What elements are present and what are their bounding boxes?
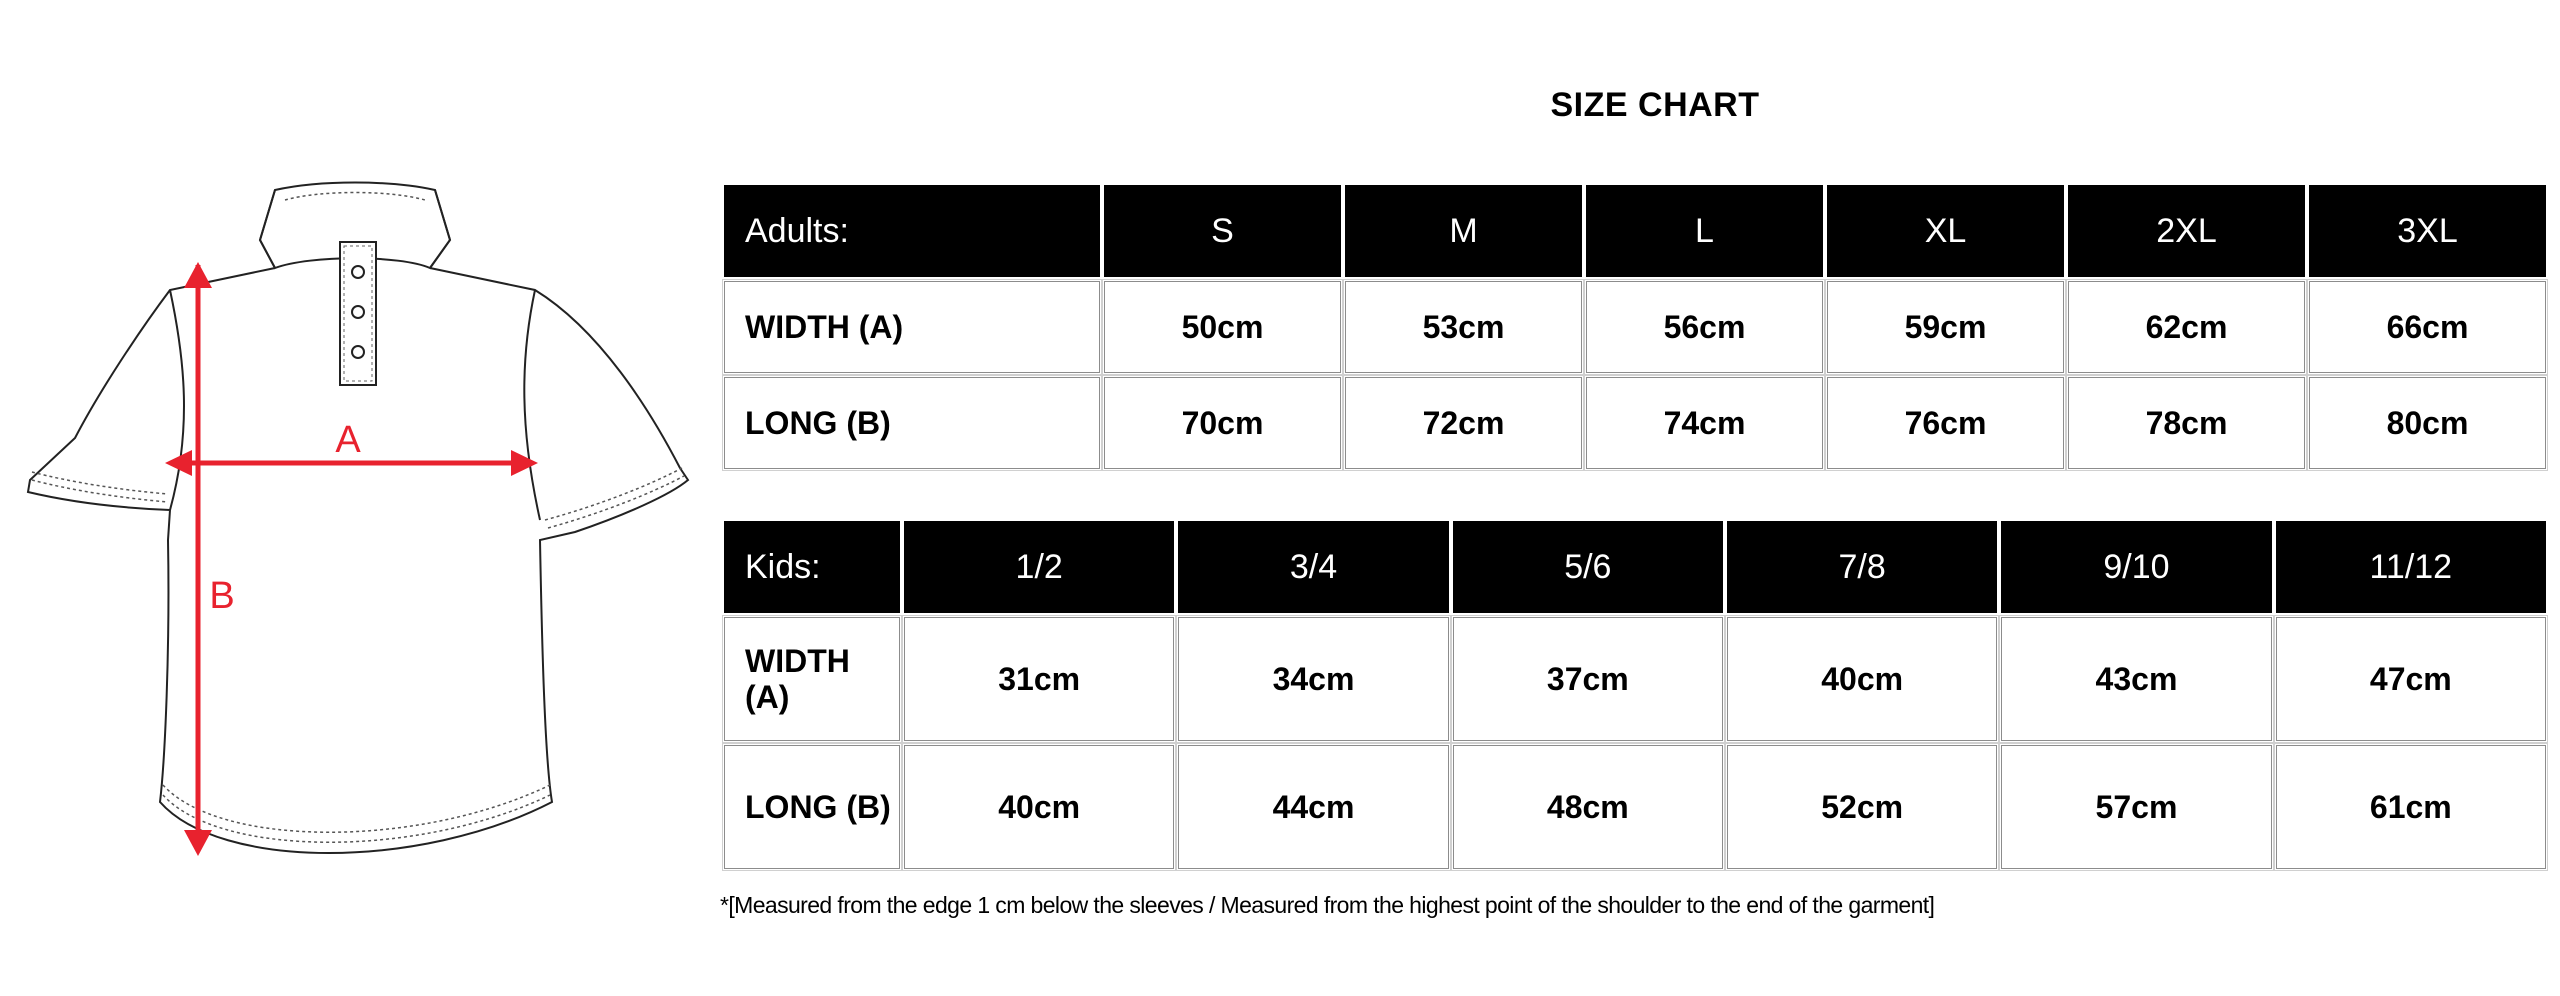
row-label: LONG (B) — [724, 377, 1100, 469]
table-cell: 72cm — [1345, 377, 1582, 469]
row-label: WIDTH (A) — [724, 617, 900, 741]
kids-size-header: 7/8 — [1727, 521, 1997, 613]
table-cell: 52cm — [1727, 745, 1997, 869]
kids-size-header: 3/4 — [1178, 521, 1448, 613]
adults-header-label: Adults: — [724, 185, 1100, 277]
measurement-footnote: *[Measured from the edge 1 cm below the sleeves / Measured from the highest point of the shoulder to the end of the garment] — [720, 892, 1935, 918]
kids-width-row — [724, 617, 2546, 741]
table-cell: 56cm — [1586, 281, 1823, 373]
table-cell: 76cm — [1827, 377, 2064, 469]
table-cell: 43cm — [2001, 617, 2271, 741]
kids-size-header: 1/2 — [904, 521, 1174, 613]
adults-size-header: L — [1586, 185, 1823, 277]
table-cell: 70cm — [1104, 377, 1341, 469]
adults-size-table — [720, 181, 2550, 473]
table-cell: 74cm — [1586, 377, 1823, 469]
table-cell: 66cm — [2309, 281, 2546, 373]
table-cell: 80cm — [2309, 377, 2546, 469]
adults-size-header: S — [1104, 185, 1341, 277]
table-cell: 40cm — [1727, 617, 1997, 741]
kids-size-header: 5/6 — [1453, 521, 1723, 613]
table-cell: 61cm — [2276, 745, 2546, 869]
polo-shirt-diagram — [20, 180, 700, 880]
chart-title: SIZE CHART — [1550, 86, 1760, 124]
kids-long-row — [724, 745, 2546, 869]
kids-size-header: 9/10 — [2001, 521, 2271, 613]
button-icon — [352, 266, 364, 278]
table-cell: 34cm — [1178, 617, 1448, 741]
row-label: LONG (B) — [724, 745, 900, 869]
adults-size-header: 2XL — [2068, 185, 2305, 277]
table-cell: 44cm — [1178, 745, 1448, 869]
kids-header-row — [724, 521, 2546, 613]
table-cell: 31cm — [904, 617, 1174, 741]
label-a: A — [335, 419, 361, 461]
table-cell: 47cm — [2276, 617, 2546, 741]
adults-size-header: 3XL — [2309, 185, 2546, 277]
table-cell: 48cm — [1453, 745, 1723, 869]
table-cell: 59cm — [1827, 281, 2064, 373]
button-icon — [352, 306, 364, 318]
adults-long-row — [724, 377, 2546, 469]
table-cell: 57cm — [2001, 745, 2271, 869]
kids-header-label: Kids: — [724, 521, 900, 613]
table-cell: 53cm — [1345, 281, 1582, 373]
table-cell: 40cm — [904, 745, 1174, 869]
arrow-b-head-bottom — [184, 830, 212, 856]
polo-shirt-illustration — [20, 180, 700, 880]
table-cell: 37cm — [1453, 617, 1723, 741]
arrow-b-head-top — [184, 262, 212, 288]
adults-size-header: XL — [1827, 185, 2064, 277]
kids-size-header: 11/12 — [2276, 521, 2546, 613]
adults-size-header: M — [1345, 185, 1582, 277]
adults-width-row — [724, 281, 2546, 373]
table-cell: 50cm — [1104, 281, 1341, 373]
button-icon — [352, 346, 364, 358]
kids-size-table — [720, 517, 2550, 873]
table-cell: 62cm — [2068, 281, 2305, 373]
label-b: B — [209, 575, 235, 617]
table-cell: 78cm — [2068, 377, 2305, 469]
adults-header-row — [724, 185, 2546, 277]
row-label: WIDTH (A) — [724, 281, 1100, 373]
